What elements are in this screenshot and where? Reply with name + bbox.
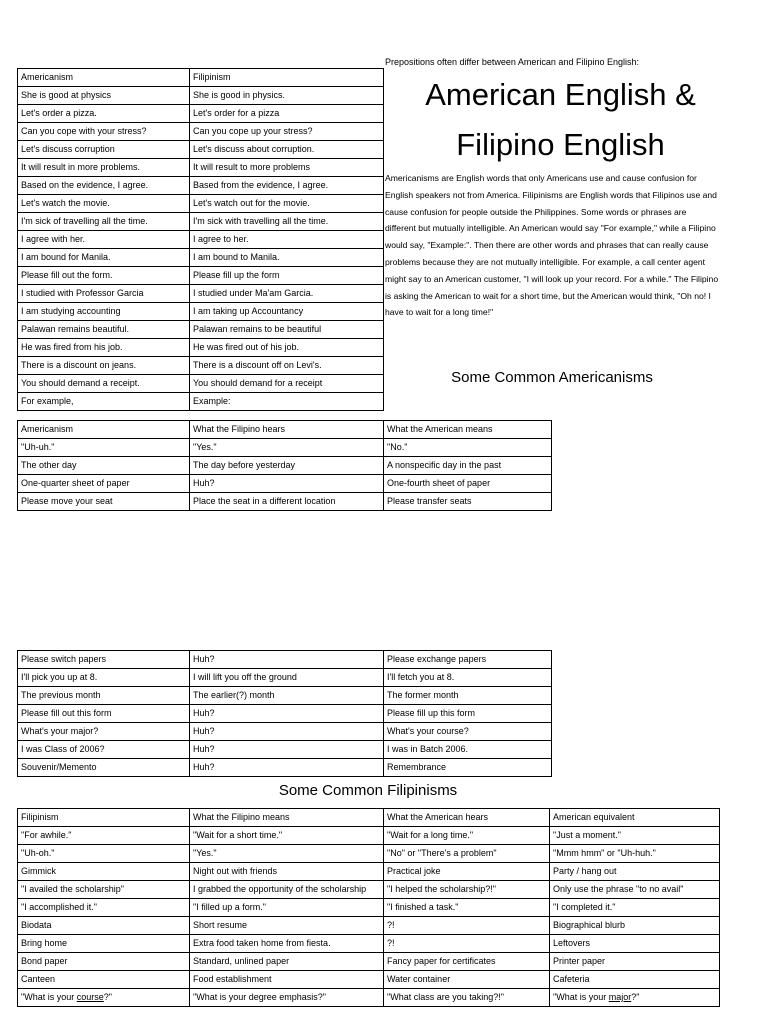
table-row (18, 741, 552, 759)
table-cell: Place the seat in a different location (190, 493, 384, 511)
table-cell: Only use the phrase "to no avail" (550, 881, 720, 899)
page-title (388, 70, 733, 170)
table-cell: Huh? (190, 475, 384, 493)
filipinisms-heading: Some Common Filipinisms (278, 782, 458, 799)
table-cell: I am taking up Accountancy (190, 303, 384, 321)
table-cell: Bond paper (18, 953, 190, 971)
table-cell: Palawan remains beautiful. (18, 321, 190, 339)
table-cell (18, 989, 190, 1007)
table-header-row (18, 69, 384, 87)
table-row (18, 881, 720, 899)
table-row (18, 651, 552, 669)
table-cell: I am bound to Manila. (190, 249, 384, 267)
table-cell: Let's discuss about corruption. (190, 141, 384, 159)
table-cell: Fancy paper for certificates (384, 953, 550, 971)
table-cell: "No." (384, 439, 552, 457)
table-row (18, 845, 720, 863)
table-row (18, 267, 384, 285)
table-cell: "Mmm hmm" or "Uh-huh." (550, 845, 720, 863)
cell-text: "What is your (21, 992, 77, 1002)
table-cell: "I helped the scholarship?!" (384, 881, 550, 899)
cell-text: ?" (631, 992, 640, 1002)
header-cell: Americanism (18, 421, 190, 439)
table-cell: I'll fetch you at 8. (384, 669, 552, 687)
table-cell: Please move your seat (18, 493, 190, 511)
table-cell: The other day (18, 457, 190, 475)
header-cell: What the Filipino means (190, 809, 384, 827)
table-cell: Canteen (18, 971, 190, 989)
table-row (18, 759, 552, 777)
table-cell: Water container (384, 971, 550, 989)
table-cell: "I completed it." (550, 899, 720, 917)
table-cell: Short resume (190, 917, 384, 935)
table-cell: I grabbed the opportunity of the scholarship (190, 881, 384, 899)
table-cell: Can you cope up your stress? (190, 123, 384, 141)
underlined-word: course (76, 992, 104, 1002)
table-cell: ?! (384, 935, 550, 953)
table-cell: Leftovers (550, 935, 720, 953)
table-row (18, 493, 552, 511)
table-cell: I was in Batch 2006. (384, 741, 552, 759)
table-cell: Let's order a pizza. (18, 105, 190, 123)
table-cell: Souvenir/Memento (18, 759, 190, 777)
table-cell: Let's watch out for the movie. (190, 195, 384, 213)
table-cell: I studied under Ma'am Garcia. (190, 285, 384, 303)
table-row (18, 989, 720, 1007)
table-cell: "I availed the scholarship" (18, 881, 190, 899)
table-cell: It will result in more problems. (18, 159, 190, 177)
table-cell: A nonspecific day in the past (384, 457, 552, 475)
table-row (18, 195, 384, 213)
table-cell: I'll pick you up at 8. (18, 669, 190, 687)
table-cell: It will result to more problems (190, 159, 384, 177)
table-row (18, 375, 384, 393)
table-row (18, 917, 720, 935)
table-row (18, 285, 384, 303)
table-cell: Party / hang out (550, 863, 720, 881)
table-row (18, 705, 552, 723)
table-cell: Huh? (190, 651, 384, 669)
cell-text: "What class are you taking?!" (387, 992, 504, 1002)
table-cell: You should demand a receipt. (18, 375, 190, 393)
table-cell: Please transfer seats (384, 493, 552, 511)
table-cell: One-fourth sheet of paper (384, 475, 552, 493)
table-cell: I'm sick with travelling all the time. (190, 213, 384, 231)
table-cell: Gimmick (18, 863, 190, 881)
table-row (18, 723, 552, 741)
table-row (18, 159, 384, 177)
table-cell: Let's watch the movie. (18, 195, 190, 213)
table-cell: I agree to her. (190, 231, 384, 249)
intro-text: Prepositions often differ between American and Filipino English: (385, 57, 639, 67)
table-cell: Printer paper (550, 953, 720, 971)
table-row (18, 231, 384, 249)
table-row (18, 357, 384, 375)
table-cell: "I filled up a form." (190, 899, 384, 917)
table-row (18, 439, 552, 457)
underlined-word: major (608, 992, 632, 1002)
title-line-1: American English & (425, 77, 696, 112)
table-cell: The earlier(?) month (190, 687, 384, 705)
table-row (18, 213, 384, 231)
table-cell: ?! (384, 917, 550, 935)
table-cell: I studied with Professor Garcia (18, 285, 190, 303)
table-row (18, 393, 384, 411)
table-row (18, 687, 552, 705)
table-cell: Let's order for a pizza (190, 105, 384, 123)
cell-text: "What is your (553, 992, 609, 1002)
table-cell: You should demand for a receipt (190, 375, 384, 393)
table-cell: Please fill out this form (18, 705, 190, 723)
filipinisms-table (17, 808, 720, 1007)
table-cell: I was Class of 2006? (18, 741, 190, 759)
header-cell: What the Filipino hears (190, 421, 384, 439)
table-cell (550, 989, 720, 1007)
table-cell: There is a discount off on Levi's. (190, 357, 384, 375)
table-cell: "Yes." (190, 845, 384, 863)
table-cell: What's your major? (18, 723, 190, 741)
table-row (18, 177, 384, 195)
table-cell: Based from the evidence, I agree. (190, 177, 384, 195)
table-cell: I am bound for Manila. (18, 249, 190, 267)
table-cell: I'm sick of travelling all the time. (18, 213, 190, 231)
table-cell: She is good at physics (18, 87, 190, 105)
table-cell: Let's discuss corruption (18, 141, 190, 159)
table-cell: Extra food taken home from fiesta. (190, 935, 384, 953)
table-row (18, 863, 720, 881)
table-cell: Food establishment (190, 971, 384, 989)
table-cell: I am studying accounting (18, 303, 190, 321)
header-cell: Filipinism (190, 69, 384, 87)
table-cell: Cafeteria (550, 971, 720, 989)
table-cell (384, 989, 550, 1007)
table-row (18, 953, 720, 971)
title-line-2: Filipino English (456, 127, 665, 162)
table-row (18, 669, 552, 687)
table-cell: Please fill out the form. (18, 267, 190, 285)
table-cell: I will lift you off the ground (190, 669, 384, 687)
header-cell: What the American hears (384, 809, 550, 827)
table-row (18, 935, 720, 953)
table-cell: He was fired out of his job. (190, 339, 384, 357)
table-cell: The previous month (18, 687, 190, 705)
table-cell: "Uh-oh." (18, 845, 190, 863)
table-cell: He was fired from his job. (18, 339, 190, 357)
cell-text: "What is your degree emphasis?" (193, 992, 326, 1002)
table-cell: "I finished a task." (384, 899, 550, 917)
table-row (18, 899, 720, 917)
table-row (18, 339, 384, 357)
table-cell: She is good in physics. (190, 87, 384, 105)
table-cell: Biographical blurb (550, 917, 720, 935)
table-cell: Example: (190, 393, 384, 411)
table-row (18, 475, 552, 493)
table-row (18, 105, 384, 123)
table-cell: Huh? (190, 705, 384, 723)
table-cell: Remembrance (384, 759, 552, 777)
table-cell: Please switch papers (18, 651, 190, 669)
table-cell: Please fill up this form (384, 705, 552, 723)
table-cell: Standard, unlined paper (190, 953, 384, 971)
intro-paragraph: Americanisms are English words that only Americans use and cause confusion for English speakers not from America. Filipinisms are English words that Filipinos use and cause confusion for people outside the Philippines. Some words or phrases are different but mutually intelligible. An American would say "For example," while a Filipino would say, "Example:". Then there are other words and phrases that can really cause problems because they are not mutually intelligible. For example, a call center agent might say to an American customer, "I will look up your record. For a while." The Filipino is asking the American to wait for a short time, but the American would think, "Oh no! I have to wait for a long time!" (385, 173, 719, 318)
table-cell: "Uh-uh." (18, 439, 190, 457)
table-cell: Huh? (190, 759, 384, 777)
header-cell: What the American means (384, 421, 552, 439)
header-cell: Americanism (18, 69, 190, 87)
cell-text: ?" (103, 992, 112, 1002)
americanisms-table-continued (17, 650, 552, 777)
americanisms-table (17, 420, 552, 511)
table-cell: "I accomplished it." (18, 899, 190, 917)
table-row (18, 827, 720, 845)
table-header-row (18, 809, 720, 827)
table-row (18, 123, 384, 141)
table-cell: Practical joke (384, 863, 550, 881)
table-cell: For example, (18, 393, 190, 411)
table-header-row (18, 421, 552, 439)
table-cell: Please exchange papers (384, 651, 552, 669)
table-row (18, 141, 384, 159)
table-cell: Bring home (18, 935, 190, 953)
table-cell: The day before yesterday (190, 457, 384, 475)
prepositions-table (17, 68, 384, 411)
table-cell: I agree with her. (18, 231, 190, 249)
table-cell: The former month (384, 687, 552, 705)
table-cell: Please fill up the form (190, 267, 384, 285)
table-row (18, 303, 384, 321)
table-cell: "For awhile." (18, 827, 190, 845)
table-row (18, 971, 720, 989)
table-cell: Huh? (190, 723, 384, 741)
table-row (18, 321, 384, 339)
table-cell: Huh? (190, 741, 384, 759)
table-cell: "Yes." (190, 439, 384, 457)
table-cell: Biodata (18, 917, 190, 935)
table-cell: There is a discount on jeans. (18, 357, 190, 375)
table-cell: "Just a moment." (550, 827, 720, 845)
table-row (18, 457, 552, 475)
table-cell (190, 989, 384, 1007)
americanisms-heading: Some Common Americanisms (451, 369, 653, 386)
table-cell: "No" or "There's a problem" (384, 845, 550, 863)
table-cell: Based on the evidence, I agree. (18, 177, 190, 195)
table-cell: One-quarter sheet of paper (18, 475, 190, 493)
table-cell: Can you cope with your stress? (18, 123, 190, 141)
table-row (18, 87, 384, 105)
header-cell: Filipinism (18, 809, 190, 827)
table-cell: "Wait for a long time." (384, 827, 550, 845)
table-cell: Palawan remains to be beautiful (190, 321, 384, 339)
table-row (18, 249, 384, 267)
header-cell: American equivalent (550, 809, 720, 827)
table-cell: Night out with friends (190, 863, 384, 881)
table-cell: "Wait for a short time." (190, 827, 384, 845)
table-cell: What's your course? (384, 723, 552, 741)
